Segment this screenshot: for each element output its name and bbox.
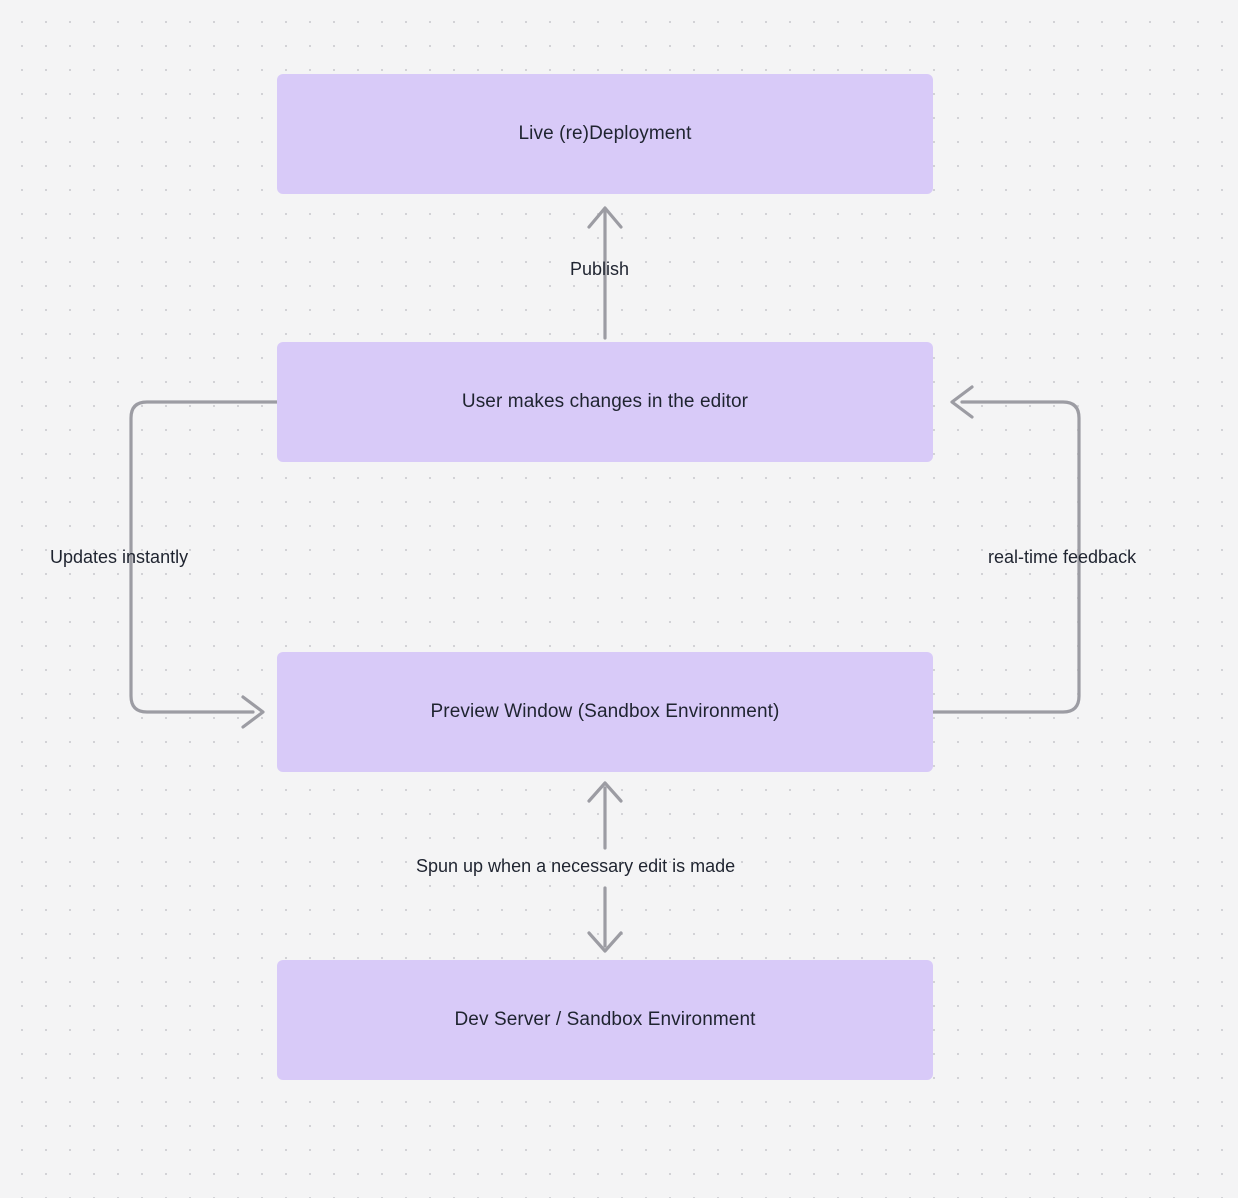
- node-dev-server-label: Dev Server / Sandbox Environment: [454, 1009, 756, 1030]
- node-user-editor-label: User makes changes in the editor: [461, 391, 749, 412]
- edge-label-publish: Publish: [570, 259, 630, 279]
- node-live-deployment-label: Live (re)Deployment: [518, 123, 692, 144]
- node-preview-window[interactable]: [277, 652, 933, 772]
- edge-label-spun-up: Spun up when a necessary edit is made: [416, 856, 736, 876]
- node-preview-window-label: Preview Window (Sandbox Environment): [430, 701, 780, 722]
- edge-publish-arrowhead: [589, 208, 621, 227]
- edge-label-real-time-feedback: real-time feedback: [988, 547, 1137, 567]
- node-dev-server[interactable]: [277, 960, 933, 1080]
- node-user-editor[interactable]: [277, 342, 933, 462]
- edge-updates-arrowhead: [243, 697, 263, 727]
- edge-spinup-arrowhead-down: [589, 933, 621, 951]
- edge-label-updates-instantly: Updates instantly: [50, 547, 189, 567]
- node-live-deployment[interactable]: [277, 74, 933, 194]
- edge-spinup-arrowhead-up: [589, 783, 621, 801]
- edge-feedback-arrowhead: [952, 387, 972, 417]
